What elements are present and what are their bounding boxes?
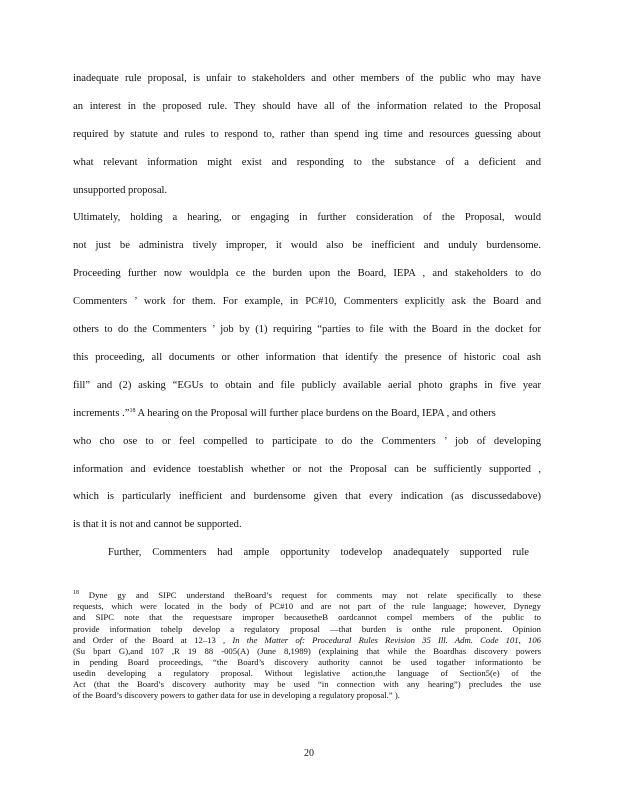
footnote-line-7: in pending Board proceedings, “the Board’s discovery authority cannot be used togather informationto be bbox=[73, 657, 541, 667]
footnote-line-4: provide information tohelp develop a regulatory proposal —that burden is onthe rule proponent. Opinion bbox=[73, 624, 541, 634]
body-line-5: unsupported proposal. bbox=[73, 185, 168, 196]
body-line-11: this proceeding, all documents or other information that identify the presence of historic coal ash bbox=[73, 352, 541, 363]
body-line-4: what relevant information might exist and responding to the substance of a deficient and bbox=[73, 157, 541, 168]
footnote-line-9: Act (that the Board’s discovery authority may be used “in connection with any hearing”) precludes the use bbox=[73, 679, 541, 689]
body-line-9: Commenters ’ work for them. For example, in PC#10, Commenters explicitly ask the Board and bbox=[73, 296, 541, 307]
body-line-13 bbox=[73, 407, 541, 421]
footnote-reference: 18 bbox=[129, 408, 136, 414]
footnote-line-2: requests, which were located in the body of PC#10 and are not part of the rule language; however, Dynegy bbox=[73, 601, 541, 611]
body-line-13-start: increments .” bbox=[73, 408, 130, 419]
body-line-2: an interest in the proposed rule. They should have all of the information related to the Proposal bbox=[73, 101, 541, 112]
footnote-number: 18 bbox=[73, 590, 79, 596]
body-line-13-end: A hearing on the Proposal will further place burdens on the Board, IEPA , and others bbox=[135, 408, 496, 419]
body-line-6: Ultimately, holding a hearing, or engaging in further consideration of the Proposal, would bbox=[73, 212, 541, 223]
case-citation: In the Matter of: Procedural Rules Revision 35 Ill. Adm. Code 101, 106 bbox=[232, 635, 542, 645]
footnote-line-6: (Su bpart G),and 107 ,R 19 88 -005(A) (June 8,1989) (explaining that while the Boardhas discovery powers bbox=[73, 646, 541, 656]
body-line-16: which is particularly inefficient and burdensome given that every indication (as discussedabove) bbox=[73, 491, 541, 502]
body-line-14: who cho ose to or feel compelled to participate to do the Commenters ’ job of developing bbox=[73, 436, 541, 447]
footnote-line-10: of the Board’s discovery powers to gather data for use in developing a regulatory proposal.” ). bbox=[73, 690, 400, 700]
footnote-line-1 bbox=[73, 590, 541, 601]
footnote-line-3: and SIPC note that the requestsare improper becausetheB oardcannot compel members of the public to bbox=[73, 612, 541, 622]
body-line-15: information and evidence toestablish whether or not the Proposal can be sufficiently supported , bbox=[73, 464, 541, 475]
body-line-10: others to do the Commenters ’ job by (1) requiring “parties to file with the Board in the docket for bbox=[73, 324, 541, 335]
body-line-8: Proceeding further now wouldpla ce the burden upon the Board, IEPA , and stakeholders to do bbox=[73, 268, 541, 279]
body-line-12: fill” and (2) asking “EGUs to obtain and file publicly available aerial photo graphs in five year bbox=[73, 380, 541, 391]
body-line-1: inadequate rule proposal, is unfair to stakeholders and other members of the public who may have bbox=[73, 73, 541, 84]
body-line-18: Further, Commenters had ample opportunity todevelop anadequately supported rule bbox=[108, 547, 529, 558]
body-line-7: not just be administra tively improper, it would also be inefficient and unduly burdensome. bbox=[73, 240, 541, 251]
footnote-line-1-text: Dyne gy and SIPC understand theBoard’s request for comments may not relate specifically to these bbox=[79, 590, 541, 600]
footnote-line-5-start: and Order of the Board at 12–13 , bbox=[73, 635, 226, 645]
body-line-17: is that it is not and cannot be supported. bbox=[73, 519, 242, 530]
body-line-3: required by statute and rules to respond to, rather than spend ing time and resources guessing about bbox=[73, 129, 541, 140]
footnote-line-5 bbox=[73, 635, 541, 646]
footnote-line-8: usedin developing a regulatory proposal. Without legislative action,the language of Section5(e) of the bbox=[73, 668, 541, 678]
page-number: 20 bbox=[304, 748, 314, 759]
